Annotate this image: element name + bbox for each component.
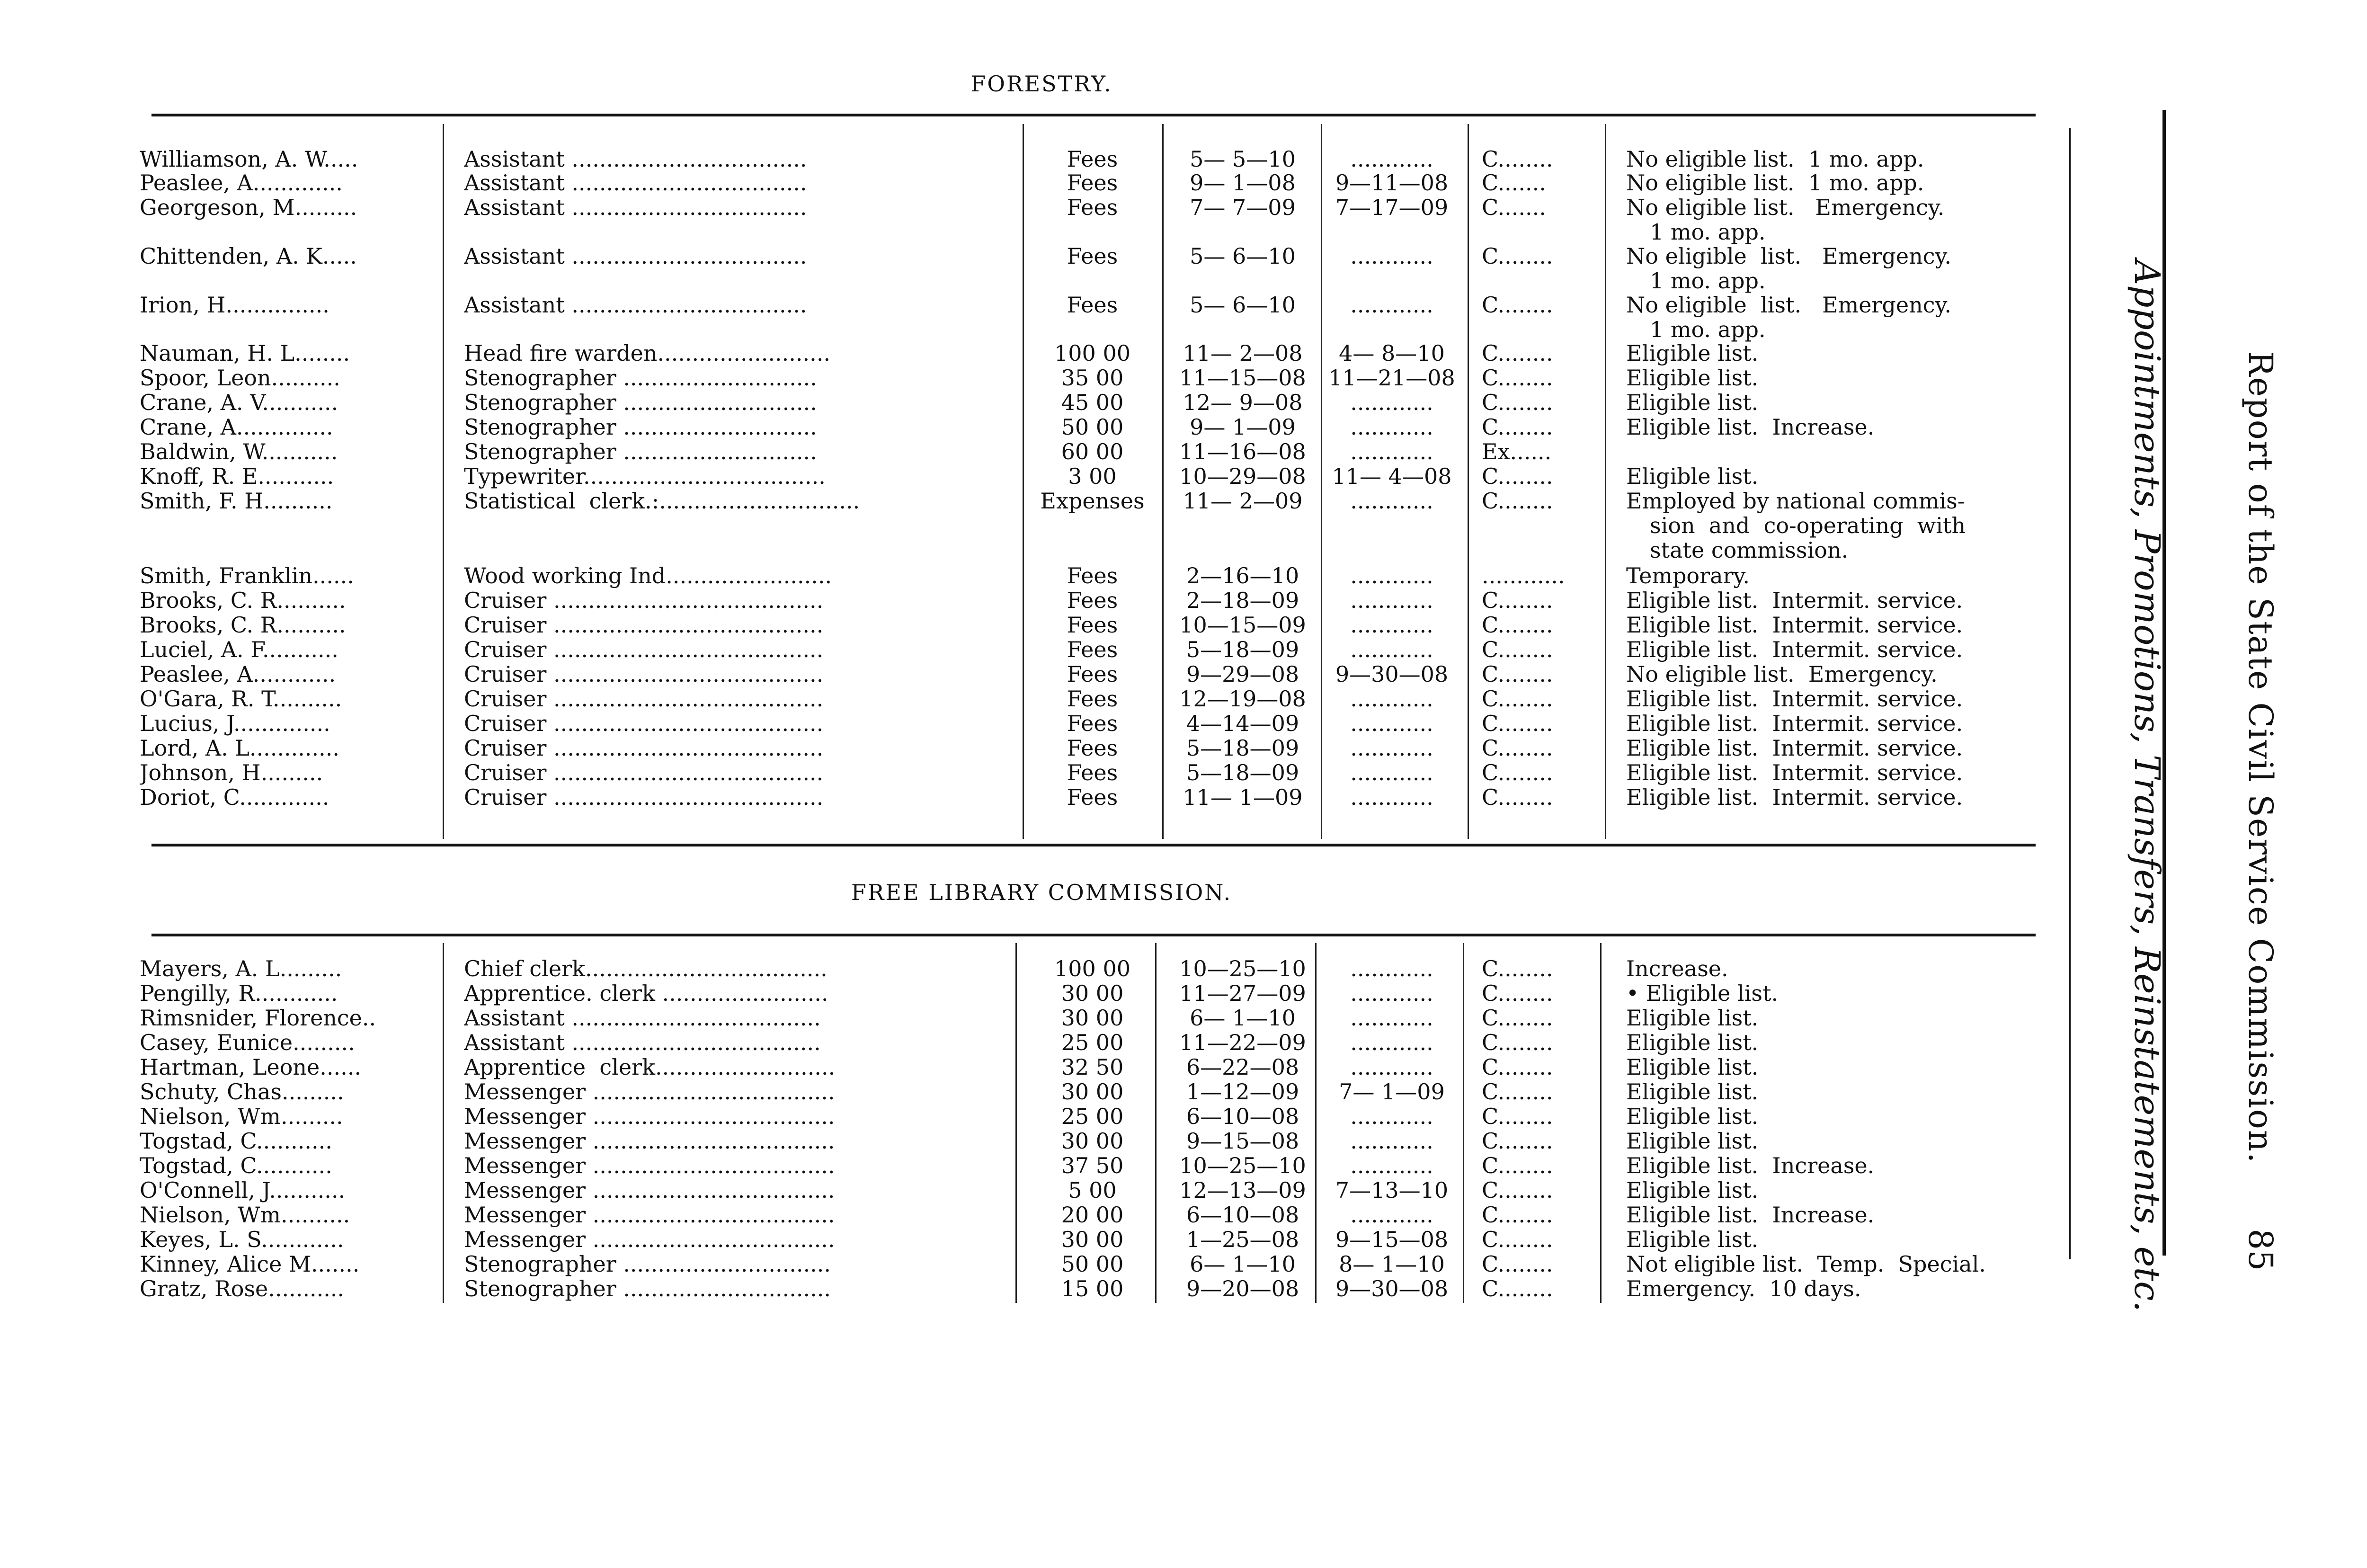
- position-title: Cruiser .......................................: [464, 613, 824, 637]
- remarks-cell: Eligible list. Intermit. service.: [1626, 588, 1963, 613]
- remarks-cell: Eligible list. Intermit. service.: [1626, 686, 1963, 711]
- appointment-date: 2—16—10: [1186, 563, 1299, 588]
- appointment-date: 5— 6—10: [1190, 243, 1296, 269]
- status-cell: C........: [1482, 147, 1553, 171]
- remarks-cell: Employed by national commis-: [1626, 489, 1965, 513]
- employee-name: Casey, Eunice.........: [140, 1030, 355, 1055]
- position-title: Assistant ....................................: [464, 1030, 821, 1055]
- column-divider: [1605, 124, 1606, 839]
- employee-name: Johnson, H.........: [140, 760, 323, 785]
- status-cell: C........: [1482, 1203, 1553, 1227]
- appointment-date: 9— 1—08: [1190, 170, 1296, 196]
- employee-name: Nielson, Wm..........: [140, 1203, 350, 1227]
- appointment-date: 6—10—08: [1186, 1104, 1299, 1129]
- column-divider: [1023, 124, 1024, 839]
- appointment-date: 4—14—09: [1186, 711, 1299, 736]
- remarks-continuation: 1 mo. app.: [1650, 268, 1766, 294]
- termination-date: 9—30—08: [1335, 662, 1449, 686]
- position-title: Head fire warden.........................: [464, 341, 830, 365]
- appointment-date: 2—18—09: [1186, 588, 1299, 613]
- termination-date: ............: [1350, 1153, 1433, 1178]
- remarks-cell: No eligible list. Emergency.: [1626, 244, 1951, 268]
- appointment-date: 11—16—08: [1179, 439, 1306, 464]
- position-title: Cruiser .......................................: [464, 588, 824, 613]
- status-cell: C........: [1482, 613, 1553, 637]
- appointment-date: 5—18—09: [1186, 760, 1299, 785]
- employee-name: Peaslee, A.............: [140, 170, 343, 195]
- status-cell: C........: [1482, 1104, 1553, 1129]
- remarks-cell: Temporary.: [1626, 563, 1750, 588]
- remarks-continuation: state commission.: [1650, 537, 1849, 563]
- employee-name: Crane, A..............: [140, 415, 333, 439]
- status-cell: C........: [1482, 1055, 1553, 1079]
- forestry-top-rule: [151, 114, 2036, 116]
- termination-date: 11—21—08: [1328, 365, 1455, 390]
- appointment-date: 5—18—09: [1186, 637, 1299, 662]
- termination-date: ............: [1350, 1006, 1433, 1030]
- termination-date: ............: [1350, 1129, 1433, 1153]
- remarks-cell: Eligible list.: [1626, 1006, 1759, 1030]
- appointment-date: 11— 2—09: [1183, 488, 1303, 514]
- employee-name: Georgeson, M.........: [140, 195, 357, 220]
- position-title: Apprentice. clerk ........................: [464, 981, 828, 1006]
- appointment-date: 9— 1—09: [1190, 414, 1296, 440]
- remarks-cell: Eligible list.: [1626, 1227, 1759, 1252]
- termination-date: ............: [1350, 390, 1433, 415]
- position-title: Assistant ....................................: [464, 1006, 821, 1030]
- remarks-cell: Eligible list. Intermit. service.: [1626, 613, 1963, 637]
- forestry-bottom-rule: [151, 844, 2036, 846]
- employee-name: Doriot, C.............: [140, 785, 329, 810]
- status-cell: C........: [1482, 244, 1553, 268]
- termination-date: ............: [1350, 244, 1433, 268]
- salary-cell: 32 50: [1061, 1054, 1124, 1080]
- termination-date: ............: [1350, 1104, 1433, 1129]
- termination-date: ............: [1350, 785, 1433, 810]
- status-cell: C........: [1482, 1227, 1553, 1252]
- salary-cell: Fees: [1067, 243, 1118, 269]
- appointment-date: 11—15—08: [1179, 365, 1306, 391]
- employee-name: Rimsnider, Florence..: [140, 1006, 376, 1030]
- remarks-continuation: 1 mo. app.: [1650, 219, 1766, 245]
- position-title: Assistant ..................................: [464, 170, 807, 195]
- salary-cell: 30 00: [1061, 1079, 1124, 1105]
- employee-name: Smith, Franklin......: [140, 563, 354, 588]
- salary-cell: 60 00: [1061, 439, 1124, 464]
- position-title: Messenger ...................................: [464, 1079, 835, 1104]
- appointment-date: 6—10—08: [1186, 1202, 1299, 1228]
- appointment-date: 5—18—09: [1186, 735, 1299, 761]
- appointment-date: 5— 6—10: [1190, 292, 1296, 318]
- appointment-date: 1—25—08: [1186, 1227, 1299, 1252]
- position-title: Typewriter...................................: [464, 464, 826, 489]
- employee-name: Peaslee, A............: [140, 662, 336, 686]
- position-title: Assistant ..................................: [464, 244, 807, 268]
- termination-date: ............: [1350, 686, 1433, 711]
- appointment-date: 6—22—08: [1186, 1054, 1299, 1080]
- remarks-cell: Eligible list. Intermit. service.: [1626, 760, 1963, 785]
- salary-cell: Fees: [1067, 784, 1118, 810]
- status-cell: C........: [1482, 588, 1553, 613]
- position-title: Assistant ..................................: [464, 195, 807, 220]
- termination-date: 9—15—08: [1335, 1227, 1449, 1252]
- employee-name: Brooks, C. R..........: [140, 613, 346, 637]
- status-cell: C........: [1482, 1276, 1553, 1301]
- employee-name: Lord, A. L.............: [140, 736, 340, 760]
- report-title-rule: [2162, 110, 2166, 1256]
- appointment-date: 11—27—09: [1179, 980, 1306, 1006]
- termination-date: ............: [1350, 956, 1433, 981]
- appointment-date: 11— 1—09: [1183, 784, 1303, 810]
- employee-name: Irion, H...............: [140, 293, 329, 317]
- status-cell: C........: [1482, 1006, 1553, 1030]
- appointment-date: 11—22—09: [1179, 1030, 1306, 1055]
- status-cell: C........: [1482, 489, 1553, 513]
- remarks-cell: Eligible list.: [1626, 390, 1759, 415]
- status-cell: C........: [1482, 981, 1553, 1006]
- position-title: Cruiser .......................................: [464, 637, 824, 662]
- termination-date: 11— 4—08: [1332, 464, 1452, 489]
- position-title: Cruiser .......................................: [464, 711, 824, 736]
- salary-cell: Fees: [1067, 637, 1118, 662]
- employee-name: Gratz, Rose...........: [140, 1276, 345, 1301]
- remarks-cell: No eligible list. 1 mo. app.: [1626, 170, 1924, 195]
- termination-date: ............: [1350, 563, 1433, 588]
- salary-cell: 30 00: [1061, 980, 1124, 1006]
- position-title: Stenographer ..............................: [464, 1252, 831, 1276]
- termination-date: ............: [1350, 439, 1433, 464]
- position-title: Messenger ...................................: [464, 1129, 835, 1153]
- termination-date: 7—17—09: [1335, 195, 1449, 220]
- column-divider: [443, 943, 444, 1303]
- termination-date: ............: [1350, 1030, 1433, 1055]
- position-title: Stenographer ............................: [464, 439, 817, 464]
- termination-date: ............: [1350, 613, 1433, 637]
- employee-name: Mayers, A. L.........: [140, 956, 342, 981]
- status-cell: C........: [1482, 365, 1553, 390]
- remarks-cell: No eligible list. Emergency.: [1626, 195, 1945, 220]
- status-cell: C........: [1482, 390, 1553, 415]
- status-cell: C........: [1482, 686, 1553, 711]
- position-title: Assistant ..................................: [464, 147, 807, 171]
- position-title: Stenographer ............................: [464, 415, 817, 439]
- position-title: Cruiser .......................................: [464, 686, 824, 711]
- salary-cell: Fees: [1067, 661, 1118, 687]
- salary-cell: 50 00: [1061, 414, 1124, 440]
- remarks-cell: Eligible list. Intermit. service.: [1626, 637, 1963, 662]
- remarks-cell: Emergency. 10 days.: [1626, 1276, 1861, 1301]
- remarks-continuation: 1 mo. app.: [1650, 317, 1766, 342]
- appointment-date: 12— 9—08: [1183, 390, 1303, 415]
- column-divider: [1015, 943, 1017, 1303]
- appointment-date: 10—15—09: [1179, 612, 1306, 638]
- salary-cell: 15 00: [1061, 1276, 1124, 1301]
- remarks-cell: Eligible list.: [1626, 1129, 1759, 1153]
- remarks-cell: Eligible list. Increase.: [1626, 415, 1875, 439]
- position-title: Stenographer ..............................: [464, 1276, 831, 1301]
- column-divider: [1468, 124, 1469, 839]
- termination-date: 9—30—08: [1335, 1276, 1449, 1301]
- position-title: Cruiser .......................................: [464, 785, 824, 810]
- status-cell: C........: [1482, 415, 1553, 439]
- salary-cell: 100 00: [1054, 956, 1130, 981]
- appointment-date: 10—25—10: [1179, 956, 1306, 981]
- status-cell: C........: [1482, 711, 1553, 736]
- position-title: Messenger ...................................: [464, 1227, 835, 1252]
- termination-date: ............: [1350, 760, 1433, 785]
- salary-cell: 37 50: [1061, 1153, 1124, 1178]
- termination-date: 9—11—08: [1335, 170, 1449, 195]
- remarks-cell: No eligible list. 1 mo. app.: [1626, 147, 1924, 171]
- employee-name: Spoor, Leon..........: [140, 365, 340, 390]
- employee-name: Luciel, A. F...........: [140, 637, 338, 662]
- employee-name: Keyes, L. S............: [140, 1227, 344, 1252]
- termination-date: ............: [1350, 293, 1433, 317]
- status-cell: C........: [1482, 760, 1553, 785]
- termination-date: ............: [1350, 147, 1433, 171]
- remarks-cell: Eligible list.: [1626, 1079, 1759, 1104]
- salary-cell: 20 00: [1061, 1202, 1124, 1228]
- appointment-date: 11— 2—08: [1183, 340, 1303, 366]
- remarks-cell: Eligible list. Intermit. service.: [1626, 785, 1963, 810]
- remarks-cell: Eligible list.: [1626, 365, 1759, 390]
- position-title: Messenger ...................................: [464, 1153, 835, 1178]
- employee-name: Nauman, H. L........: [140, 341, 350, 365]
- employee-name: Togstad, C...........: [140, 1153, 332, 1178]
- position-title: Stenographer ............................: [464, 365, 817, 390]
- employee-name: O'Gara, R. T..........: [140, 686, 342, 711]
- status-cell: Ex......: [1482, 439, 1552, 464]
- salary-cell: 45 00: [1061, 390, 1124, 415]
- salary-cell: Fees: [1067, 711, 1118, 736]
- status-cell: C........: [1482, 736, 1553, 760]
- status-cell: ............: [1482, 563, 1565, 588]
- remarks-cell: Eligible list.: [1626, 1055, 1759, 1079]
- remarks-cell: Eligible list.: [1626, 1104, 1759, 1129]
- employee-name: Brooks, C. R..........: [140, 588, 346, 613]
- salary-cell: Expenses: [1040, 488, 1145, 514]
- position-title: Cruiser .......................................: [464, 736, 824, 760]
- position-title: Cruiser .......................................: [464, 662, 824, 686]
- column-divider: [1315, 943, 1317, 1303]
- termination-date: 7— 1—09: [1339, 1079, 1445, 1104]
- salary-cell: 50 00: [1061, 1251, 1124, 1277]
- remarks-cell: Eligible list. Intermit. service.: [1626, 711, 1963, 736]
- employee-name: Togstad, C...........: [140, 1129, 332, 1153]
- remarks-cell: Eligible list.: [1626, 1030, 1759, 1055]
- salary-cell: 5 00: [1068, 1177, 1117, 1203]
- remarks-cell: No eligible list. Emergency.: [1626, 293, 1951, 317]
- position-title: Statistical clerk.:.............................: [464, 489, 860, 513]
- report-title: Report of the State Civil Service Commission.: [2241, 351, 2280, 1164]
- termination-date: ............: [1350, 489, 1433, 513]
- appointment-date: 10—29—08: [1179, 463, 1306, 489]
- status-cell: C.......: [1482, 170, 1546, 195]
- salary-cell: 35 00: [1061, 365, 1124, 391]
- employee-name: Baldwin, W...........: [140, 439, 338, 464]
- appointment-date: 7— 7—09: [1190, 195, 1296, 220]
- employee-name: Schuty, Chas.........: [140, 1079, 344, 1104]
- salary-cell: 100 00: [1054, 340, 1130, 366]
- employee-name: Crane, A. V...........: [140, 390, 338, 415]
- remarks-cell: Eligible list. Intermit. service.: [1626, 736, 1963, 760]
- salary-cell: Fees: [1067, 760, 1118, 785]
- appointment-date: 9—29—08: [1186, 661, 1299, 687]
- salary-cell: Fees: [1067, 292, 1118, 318]
- salary-cell: Fees: [1067, 146, 1118, 172]
- remarks-cell: Eligible list. Increase.: [1626, 1203, 1875, 1227]
- termination-date: 8— 1—10: [1339, 1252, 1445, 1276]
- salary-cell: 30 00: [1061, 1128, 1124, 1154]
- employee-name: Hartman, Leone......: [140, 1055, 361, 1079]
- status-cell: C........: [1482, 1129, 1553, 1153]
- termination-date: 4— 8—10: [1339, 341, 1445, 365]
- termination-date: ............: [1350, 1055, 1433, 1079]
- status-cell: C........: [1482, 1079, 1553, 1104]
- remarks-cell: • Eligible list.: [1626, 981, 1779, 1006]
- remarks-cell: Eligible list. Increase.: [1626, 1153, 1875, 1178]
- termination-date: ............: [1350, 588, 1433, 613]
- position-title: Messenger ...................................: [464, 1203, 835, 1227]
- salary-cell: Fees: [1067, 686, 1118, 712]
- section-title-library: FREE LIBRARY COMMISSION.: [851, 880, 1232, 905]
- employee-name: Nielson, Wm.........: [140, 1104, 343, 1129]
- termination-date: 7—13—10: [1335, 1178, 1449, 1203]
- employee-name: Knoff, R. E...........: [140, 464, 334, 489]
- appointment-date: 12—13—09: [1179, 1177, 1306, 1203]
- termination-date: ............: [1350, 981, 1433, 1006]
- status-cell: C........: [1482, 293, 1553, 317]
- remarks-cell: Not eligible list. Temp. Special.: [1626, 1252, 1986, 1276]
- salary-cell: 25 00: [1061, 1030, 1124, 1055]
- salary-cell: Fees: [1067, 612, 1118, 638]
- remarks-cell: No eligible list. Emergency.: [1626, 662, 1938, 686]
- section-title-forestry: FORESTRY.: [970, 71, 1112, 97]
- appointment-date: 5— 5—10: [1190, 146, 1296, 172]
- status-cell: C........: [1482, 1153, 1553, 1178]
- position-title: Assistant ..................................: [464, 293, 807, 317]
- column-divider: [1155, 943, 1157, 1303]
- status-cell: C........: [1482, 464, 1553, 489]
- salary-cell: 30 00: [1061, 1005, 1124, 1031]
- position-title: Messenger ...................................: [464, 1104, 835, 1129]
- salary-cell: 3 00: [1068, 463, 1117, 489]
- status-cell: C.......: [1482, 195, 1546, 220]
- running-head: Appointments, Promotions, Transfers, Reinstatements, etc.: [2127, 259, 2167, 1312]
- salary-cell: Fees: [1067, 170, 1118, 196]
- appointment-date: 6— 1—10: [1190, 1251, 1296, 1277]
- employee-name: O'Connell, J...........: [140, 1178, 346, 1203]
- termination-date: ............: [1350, 1203, 1433, 1227]
- position-title: Messenger ...................................: [464, 1178, 835, 1203]
- remarks-cell: Eligible list.: [1626, 341, 1759, 365]
- employee-name: Chittenden, A. K.....: [140, 244, 357, 268]
- status-cell: C........: [1482, 1178, 1553, 1203]
- salary-cell: Fees: [1067, 563, 1118, 588]
- running-head-rule: [2069, 128, 2071, 1259]
- status-cell: C........: [1482, 956, 1553, 981]
- appointment-date: 1—12—09: [1186, 1079, 1299, 1105]
- termination-date: ............: [1350, 711, 1433, 736]
- termination-date: ............: [1350, 415, 1433, 439]
- position-title: Stenographer ............................: [464, 390, 817, 415]
- employee-name: Pengilly, R............: [140, 981, 338, 1006]
- salary-cell: Fees: [1067, 195, 1118, 220]
- position-title: Chief clerk...................................: [464, 956, 828, 981]
- status-cell: C........: [1482, 341, 1553, 365]
- appointment-date: 9—15—08: [1186, 1128, 1299, 1154]
- appointment-date: 12—19—08: [1179, 686, 1306, 712]
- employee-name: Williamson, A. W.....: [140, 147, 358, 171]
- salary-cell: 30 00: [1061, 1227, 1124, 1252]
- status-cell: C........: [1482, 1030, 1553, 1055]
- appointment-date: 6— 1—10: [1190, 1005, 1296, 1031]
- position-title: Cruiser .......................................: [464, 760, 824, 785]
- remarks-cell: Eligible list.: [1626, 1178, 1759, 1203]
- remarks-continuation: sion and co-operating with: [1650, 513, 1966, 538]
- status-cell: C........: [1482, 1252, 1553, 1276]
- salary-cell: Fees: [1067, 588, 1118, 613]
- employee-name: Smith, F. H..........: [140, 489, 333, 513]
- appointment-date: 10—25—10: [1179, 1153, 1306, 1178]
- termination-date: ............: [1350, 736, 1433, 760]
- library-top-rule: [151, 934, 2036, 936]
- column-divider: [1162, 124, 1164, 839]
- remarks-cell: Increase.: [1626, 956, 1728, 981]
- salary-cell: Fees: [1067, 735, 1118, 761]
- position-title: Apprentice clerk..........................: [464, 1055, 836, 1079]
- termination-date: ............: [1350, 637, 1433, 662]
- remarks-cell: Eligible list.: [1626, 464, 1759, 489]
- appointment-date: 9—20—08: [1186, 1276, 1299, 1301]
- position-title: Wood working Ind........................: [464, 563, 832, 588]
- employee-name: Kinney, Alice M.......: [140, 1252, 360, 1276]
- page-number: 85: [2241, 1229, 2280, 1271]
- column-divider: [1600, 943, 1602, 1303]
- column-divider: [443, 124, 444, 839]
- status-cell: C........: [1482, 785, 1553, 810]
- salary-cell: 25 00: [1061, 1104, 1124, 1129]
- employee-name: Lucius, J..............: [140, 711, 330, 736]
- status-cell: C........: [1482, 637, 1553, 662]
- status-cell: C........: [1482, 662, 1553, 686]
